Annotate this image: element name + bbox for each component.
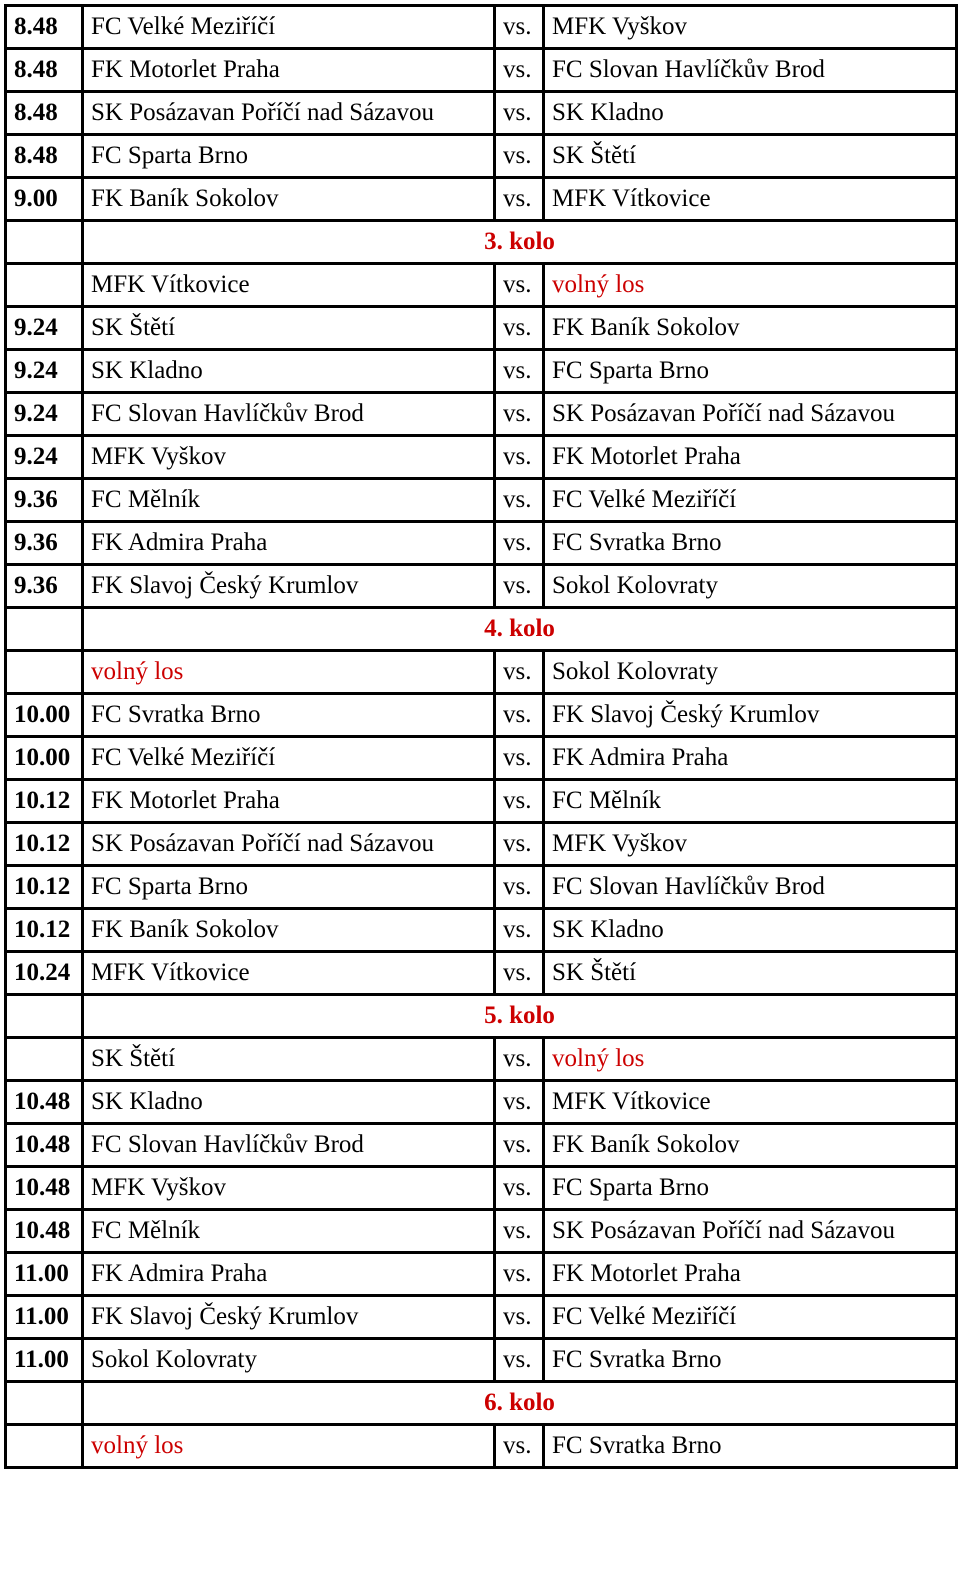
home-team: SK Štětí — [83, 307, 495, 350]
away-team: FC Mělník — [544, 780, 957, 823]
match-time: 9.24 — [6, 436, 83, 479]
match-time: 10.24 — [6, 952, 83, 995]
away-team: MFK Vítkovice — [544, 178, 957, 221]
match-row — [6, 393, 957, 436]
match-row — [6, 1253, 957, 1296]
match-row — [6, 49, 957, 92]
round-header-spacer — [6, 995, 83, 1038]
away-team: FC Svratka Brno — [544, 1425, 957, 1468]
home-team: FK Motorlet Praha — [83, 49, 495, 92]
match-time: 9.24 — [6, 307, 83, 350]
home-team: FK Slavoj Český Krumlov — [83, 1296, 495, 1339]
home-team: MFK Vyškov — [83, 1167, 495, 1210]
home-team: FC Slovan Havlíčkův Brod — [83, 393, 495, 436]
away-team: SK Kladno — [544, 92, 957, 135]
vs-label: vs. — [495, 1210, 544, 1253]
match-time: 8.48 — [6, 135, 83, 178]
match-row — [6, 737, 957, 780]
match-row — [6, 565, 957, 608]
match-time: 9.00 — [6, 178, 83, 221]
match-row — [6, 479, 957, 522]
home-team: FC Sparta Brno — [83, 866, 495, 909]
away-team: SK Kladno — [544, 909, 957, 952]
away-team: Sokol Kolovraty — [544, 565, 957, 608]
match-time: 10.00 — [6, 737, 83, 780]
vs-label: vs. — [495, 1253, 544, 1296]
home-team: FC Svratka Brno — [83, 694, 495, 737]
away-team: MFK Vyškov — [544, 6, 957, 49]
match-time: 9.36 — [6, 565, 83, 608]
match-row — [6, 1124, 957, 1167]
vs-label: vs. — [495, 1038, 544, 1081]
away-team: volný los — [544, 1038, 957, 1081]
vs-label: vs. — [495, 694, 544, 737]
away-team: Sokol Kolovraty — [544, 651, 957, 694]
away-team: FC Sparta Brno — [544, 1167, 957, 1210]
vs-label: vs. — [495, 909, 544, 952]
match-time: 10.00 — [6, 694, 83, 737]
away-team: MFK Vítkovice — [544, 1081, 957, 1124]
vs-label: vs. — [495, 1425, 544, 1468]
match-time: 9.36 — [6, 522, 83, 565]
match-row — [6, 135, 957, 178]
vs-label: vs. — [495, 651, 544, 694]
match-time: 10.48 — [6, 1081, 83, 1124]
vs-label: vs. — [495, 1296, 544, 1339]
vs-label: vs. — [495, 780, 544, 823]
home-team: FK Slavoj Český Krumlov — [83, 565, 495, 608]
round-header-row — [6, 995, 957, 1038]
away-team: FK Slavoj Český Krumlov — [544, 694, 957, 737]
home-team: FC Slovan Havlíčkův Brod — [83, 1124, 495, 1167]
match-time — [6, 264, 83, 307]
vs-label: vs. — [495, 436, 544, 479]
match-row — [6, 1210, 957, 1253]
vs-label: vs. — [495, 307, 544, 350]
home-team: FK Baník Sokolov — [83, 178, 495, 221]
match-row — [6, 264, 957, 307]
vs-label: vs. — [495, 350, 544, 393]
home-team: FC Mělník — [83, 479, 495, 522]
match-row — [6, 1081, 957, 1124]
match-row — [6, 6, 957, 49]
schedule-body — [6, 6, 957, 1468]
vs-label: vs. — [495, 737, 544, 780]
away-team: SK Posázavan Poříčí nad Sázavou — [544, 393, 957, 436]
away-team: FC Sparta Brno — [544, 350, 957, 393]
home-team: MFK Vítkovice — [83, 264, 495, 307]
home-team: FC Velké Meziříčí — [83, 737, 495, 780]
vs-label: vs. — [495, 6, 544, 49]
round-header-row — [6, 1382, 957, 1425]
match-row — [6, 1339, 957, 1382]
match-time: 8.48 — [6, 6, 83, 49]
match-row — [6, 909, 957, 952]
match-time: 10.12 — [6, 780, 83, 823]
away-team: FC Velké Meziříčí — [544, 1296, 957, 1339]
match-row — [6, 952, 957, 995]
away-team: FC Slovan Havlíčkův Brod — [544, 866, 957, 909]
round-title: 4. kolo — [83, 608, 957, 651]
away-team: FC Svratka Brno — [544, 1339, 957, 1382]
vs-label: vs. — [495, 1167, 544, 1210]
vs-label: vs. — [495, 479, 544, 522]
vs-label: vs. — [495, 952, 544, 995]
match-time: 10.48 — [6, 1124, 83, 1167]
home-team: FK Baník Sokolov — [83, 909, 495, 952]
away-team: FK Baník Sokolov — [544, 307, 957, 350]
home-team: SK Posázavan Poříčí nad Sázavou — [83, 823, 495, 866]
match-row — [6, 780, 957, 823]
away-team: FC Svratka Brno — [544, 522, 957, 565]
vs-label: vs. — [495, 264, 544, 307]
home-team: SK Štětí — [83, 1038, 495, 1081]
match-row — [6, 522, 957, 565]
match-time: 11.00 — [6, 1339, 83, 1382]
vs-label: vs. — [495, 565, 544, 608]
home-team: SK Kladno — [83, 350, 495, 393]
home-team: MFK Vítkovice — [83, 952, 495, 995]
match-time: 10.12 — [6, 866, 83, 909]
match-time: 8.48 — [6, 49, 83, 92]
home-team: FC Sparta Brno — [83, 135, 495, 178]
home-team: SK Posázavan Poříčí nad Sázavou — [83, 92, 495, 135]
home-team: MFK Vyškov — [83, 436, 495, 479]
match-time: 11.00 — [6, 1253, 83, 1296]
match-row — [6, 92, 957, 135]
away-team: FK Baník Sokolov — [544, 1124, 957, 1167]
away-team: SK Posázavan Poříčí nad Sázavou — [544, 1210, 957, 1253]
away-team: SK Štětí — [544, 135, 957, 178]
away-team: MFK Vyškov — [544, 823, 957, 866]
home-team: Sokol Kolovraty — [83, 1339, 495, 1382]
match-time: 10.48 — [6, 1210, 83, 1253]
match-row — [6, 823, 957, 866]
home-team: volný los — [83, 1425, 495, 1468]
match-row — [6, 307, 957, 350]
home-team: volný los — [83, 651, 495, 694]
round-header-spacer — [6, 608, 83, 651]
vs-label: vs. — [495, 522, 544, 565]
away-team: FK Motorlet Praha — [544, 436, 957, 479]
match-time — [6, 1425, 83, 1468]
match-time: 10.12 — [6, 823, 83, 866]
vs-label: vs. — [495, 1124, 544, 1167]
match-row — [6, 651, 957, 694]
match-row — [6, 436, 957, 479]
vs-label: vs. — [495, 823, 544, 866]
away-team: volný los — [544, 264, 957, 307]
vs-label: vs. — [495, 135, 544, 178]
match-time: 9.36 — [6, 479, 83, 522]
away-team: FK Admira Praha — [544, 737, 957, 780]
vs-label: vs. — [495, 866, 544, 909]
match-row — [6, 1167, 957, 1210]
home-team: FK Admira Praha — [83, 522, 495, 565]
match-time: 9.24 — [6, 393, 83, 436]
match-time — [6, 1038, 83, 1081]
home-team: FK Admira Praha — [83, 1253, 495, 1296]
home-team: SK Kladno — [83, 1081, 495, 1124]
round-header-row — [6, 608, 957, 651]
round-title: 3. kolo — [83, 221, 957, 264]
round-title: 5. kolo — [83, 995, 957, 1038]
match-row — [6, 1296, 957, 1339]
match-row — [6, 1425, 957, 1468]
home-team: FC Mělník — [83, 1210, 495, 1253]
away-team: SK Štětí — [544, 952, 957, 995]
vs-label: vs. — [495, 49, 544, 92]
vs-label: vs. — [495, 92, 544, 135]
vs-label: vs. — [495, 393, 544, 436]
match-schedule-table — [4, 4, 958, 1469]
round-title: 6. kolo — [83, 1382, 957, 1425]
match-time: 8.48 — [6, 92, 83, 135]
match-row — [6, 1038, 957, 1081]
match-row — [6, 178, 957, 221]
away-team: FK Motorlet Praha — [544, 1253, 957, 1296]
away-team: FC Velké Meziříčí — [544, 479, 957, 522]
match-time — [6, 651, 83, 694]
away-team: FC Slovan Havlíčkův Brod — [544, 49, 957, 92]
match-time: 9.24 — [6, 350, 83, 393]
vs-label: vs. — [495, 1339, 544, 1382]
vs-label: vs. — [495, 1081, 544, 1124]
match-row — [6, 350, 957, 393]
round-header-row — [6, 221, 957, 264]
home-team: FK Motorlet Praha — [83, 780, 495, 823]
match-row — [6, 694, 957, 737]
home-team: FC Velké Meziříčí — [83, 6, 495, 49]
match-time: 10.48 — [6, 1167, 83, 1210]
match-time: 11.00 — [6, 1296, 83, 1339]
vs-label: vs. — [495, 178, 544, 221]
match-time: 10.12 — [6, 909, 83, 952]
match-row — [6, 866, 957, 909]
round-header-spacer — [6, 221, 83, 264]
round-header-spacer — [6, 1382, 83, 1425]
